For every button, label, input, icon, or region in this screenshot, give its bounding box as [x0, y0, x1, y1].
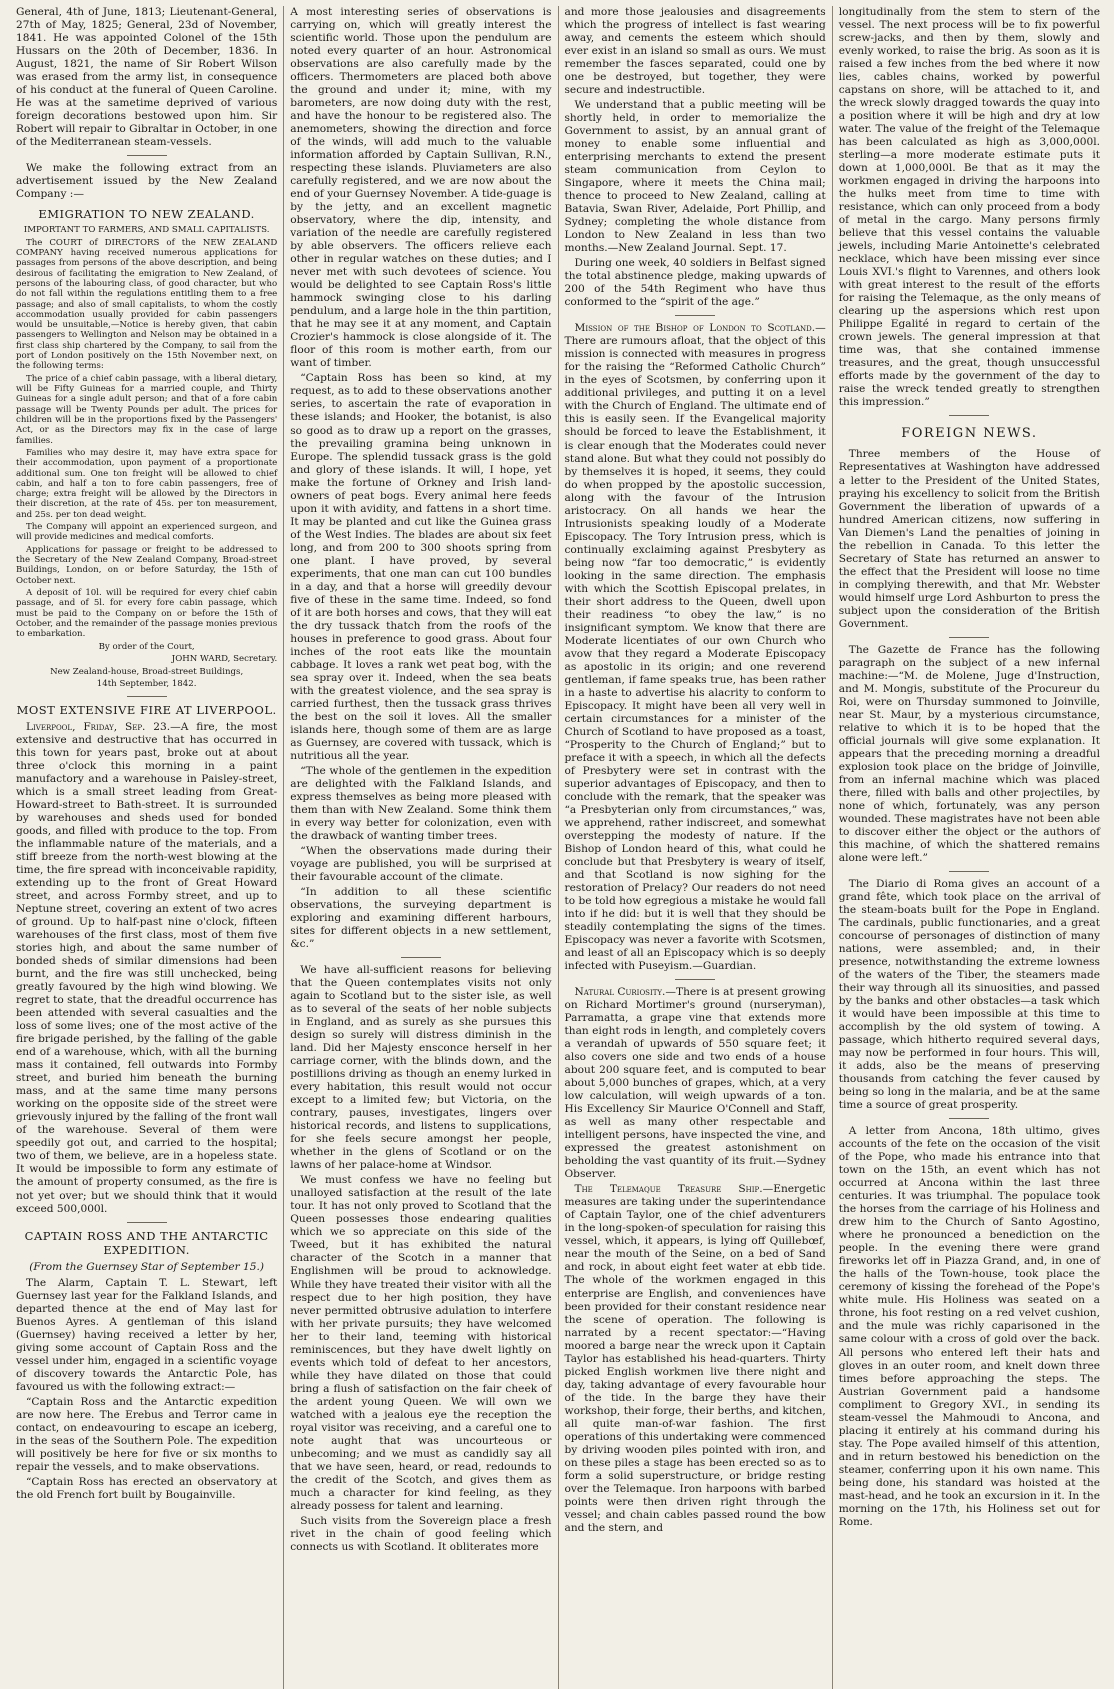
ad-paragraph: The Company will appoint an experienced surgeon, and will provide medicines and medical comforts. — [16, 522, 278, 543]
telemaque-article: The Telemaque Treasure Ship.—Energetic measures are taking under the superintendance of Captain Taylor, one of the chief adventurers in the long-spoken-of speculation for raising this vessel, which, it appears, is lying off Quillebœf, near the mouth of the Seine, on a bed of Sand and rock, in about eight feet water at ebb tide. The whole of the workmen engaged in this enterprise are English, and conveniences have been provided for their constant residence near the scene of operation. The following is narrated by a recent spectator:—“Having moored a barge near the wreck upon it Captain Taylor has established his head-quarters. Thirty picked English workmen live there night and day, taking advantage of every favourable hour of the tide. In the barge they have their workshop, their forge, their berths, and kitchen, all quite man-of-war fashion. The first operations of this undertaking were commenced by driving wooden piles pointed with iron, and on these piles a stage has been erected so as to form a solid superstructure, or bridge resting over the Telemaque. Iron harpoons with barbed points were then driven right through the vessel; and chain cables passed round the bow and the stern, and — [564, 1183, 826, 1534]
foreign-news-heading: FOREIGN NEWS. — [901, 426, 1038, 442]
article-paragraph: “The whole of the gentlemen in the expedition are delighted with the Falkland Islands, and express themselves as being more pleased with them than with New Zealand. Some think them in every way better for colonization, even with the drawback of wanting timber trees. — [290, 764, 552, 842]
ad-paragraph: The price of a chief cabin passage, with a liberal dietary, will be Fifty Guineas for a married couple, and Thirty Guineas for a single adult person; and that of a fore cabin passage will be Twenty Pounds per adult. The prices for children will be in the proportions fixed by the Passengers' Act, or as the Directors may fix in the case of large families. — [16, 373, 278, 446]
column-3 — [558, 6, 832, 1689]
divider — [127, 1222, 167, 1223]
divider — [949, 415, 989, 416]
telemaque-article-end: longitudinally from the stem to stern of the vessel. The next process will be to fix powerful screw-jacks, and then by them, slowly and evenly worked, to raise the brig. As soon as it is raised a few inches from the bed where it now lies, cables chains, worked by powerful capstans on shore, will be attached to it, and the wreck slowly dragged towards the quay into a position where it will be high and dry at low water. The value of the freight of the Telemaque has been calculated as high as 3,000,000l. sterling—a more moderate estimate puts it down at 1,000,000l. Be that as it may the workmen engaged in driving the harpoons into the hulks meet from time to time with resistance, which can only proceed from a body of metal in the cargo. Many persons firmly believe that this vessel contains the valuable jewels, including Marie Antoinette's celebrated necklace, which have been missing ever since Louis XVI.'s flight to Varennes, and others look with great interest to the result of the efforts for raising the Telemaque, as the only means of clearing up the aspersions which rest upon Philippe Egalité in regard to certain of the crown jewels. The general impression at that time was, that she contained immense treasures, and the great, though unsuccessful efforts made by the government of the day to raise the wreck tended greatly to strengthen this impression.” — [838, 6, 1100, 409]
steam-communication-article: We understand that a public meeting will be shortly held, in order to memorialize the Government to assist, by an annual grant of money to enable some influential and enterprising merchants to extend the present steam communication from Ceylon to Singapore, where it meets the China mail; thence to proceed to New Zealand, calling at Batavia, Swan River, Adelaide, Port Phillip, and Sydney; completing the whole distance from London to New Zealand in less than two months.—New Zealand Journal. Sept. 17. — [564, 99, 826, 255]
ad-signature: By order of the Court, — [98, 641, 195, 652]
queen-article: Such visits from the Sovereign place a fresh rivet in the chain of good feeling which connects us with Scotland. It obliterates more — [290, 1514, 552, 1553]
telemaque-article-title: The Telemaque Treasure Ship. — [574, 1183, 763, 1196]
antarctic-source: (From the Guernsey Star of September 15.) — [29, 1260, 265, 1273]
article-paragraph: “Captain Ross and the Antarctic expedition are now here. The Erebus and Terror came in contact, on endeavouring to escape an iceberg, in the seas of the Southern Pole. The expedition will positively be here for five or six months to repair the vessels, and to make observations. — [16, 1395, 278, 1474]
ad-date: 14th September, 1842. — [96, 679, 197, 690]
column-1 — [10, 6, 283, 1689]
column-2 — [283, 6, 557, 1689]
vine-article: Natural Curiosity.—There is at present growing on Richard Mortimer's ground (nurseryman), Parramatta, a grape vine that extends more than eight rods in length, and completely covers a verandah of upwards of 550 square feet; it also covers one side and two ends of a house about 200 square feet, and is computed to bear about 5,000 bunches of grapes, which, at a very low calculation, will weigh upwards of a ton. His Excellency Sir Maurice O'Connell and Staff, as well as many other respectable and intelligent persons, have inspected the vine, and expressed the greatest astonishment on beholding the vast quantity of its fruit.—Sydney Observer. — [564, 986, 826, 1181]
ancona-article: A letter from Ancona, 18th ultimo, gives accounts of the fete on the occasion of the visit of the Pope, who made his entrance into that town on the 15th, an event which has not occurred at Ancona within the last three centuries. It was triumphal. The populace took the horses from the carriage of his Holiness and drew him to the Church of Santo Agostino, where he pronounced a benediction on the people. In the evening there were grand fireworks let off in Piazza Grand, and, in one of the halls of the Town-house, took place the ceremony of kissing the forehead of the Pope's white mule. His Holiness was seated on a throne, his foot resting on a red velvet cushion, and the mule was richly caparisoned in the same colour with a cross of gold over the back. All persons who entered left their hats and gloves in an outer room, and knelt down three times before approaching the steps. The Austrian Government paid a handsome compliment to Gregory XVI., in sending its steam-vessel the Mahmoudi to Ancona, and placing it entirely at his command during his stay. The Pope availed himself of this attention, and in return bestowed his benediction on the steamer, conferring upon it his own name. This being done, his standard was hoisted at the mast-head, and he took an excursion in it. In the morning on the 17th, his Holiness set out for Rome. — [838, 1125, 1100, 1528]
diario-article: The Diario di Roma gives an account of a grand fête, which took place on the arrival of the steam-boats built for the Pope in England. The cardinals, public functionaries, and a great concourse of personages of distinction of many nations, were assembled; and, in their presence, notwithstanding the extreme lowness of the waters of the Tiber, the steamers made their way through all its sinuosities, and passed by the banks and other obstacles—a task which it would have been impossible at this time to accomplish by the old system of towing. A passage, which hitherto required several days, may now be performed in four hours. This will, it adds, also be the means of preserving thousands from catching the fever caused by being so long in the malaria, and be at the same time a source of great prosperity. — [838, 877, 1100, 1112]
article-paragraph: A most interesting series of observations is carrying on, which will greatly interest the scientific world. Those upon the pendulum are noted every quarter of an hour. Astronomical observations are also carefully made by the officers. Thermometers are placed both above the ground and under it; mine, with my barometers, are now doing duty with the rest, and have the honour to be registered also. The anemometers, showing the direction and force of the winds, will add much to the valuable information afforded by Captain Sullivan, R.N., respecting these islands. Pluviameters are also carefully registered, and we are now about the end of your Guernsey November. A tide-guage is by the jetty, and an excellent magnetic observatory, where the dip, intensity, and variation of the needle are carefully registered by able observers. The officers relieve each other in regular watches on these duties; and I never met with such devotees of science. You would be delighted to see Captain Ross's little hammock swinging close to his darling pendulum, and a large hole in the thin partition, that he may see it at any moment, and Captain Crozier's hammock is close alongside of it. The floor of this room is mother earth, from our want of timber. — [290, 6, 552, 370]
belfast-article: During one week, 40 soldiers in Belfast signed the total abstinence pledge, making upwards of 200 of the 54th Regiment who have thus conformed to the “spirit of the age.” — [564, 257, 826, 309]
divider — [127, 155, 167, 156]
article-paragraph: “Captain Ross has been so kind, at my request, as to add to these observations another series, to ascertain the rate of evaporation in these islands; and Hooker, the botanist, is also so good as to draw up a report on the grasses, the prevailing gramina being unknown in Europe. The splendid tussack grass is the gold and glory of these islands. It will, I hope, yet make the fortune of Orkney and Irish land-owners of peat bogs. Every animal here feeds upon it with avidity, and fattens in a short time. It may be planted and cut like the Guinea grass of the West Indies. The blades are about six feet long, and from 200 to 300 shoots spring from one plant. I have proved, by several experiments, that one man can cut 100 bundles in a day, and that a horse will greedily devour five of these in the same time. Indeed, so fond of it are both horses and cows, that they will eat the dry tussack thatch from the roofs of the houses in preference to good grass. About four inches of the root eats like the mountain cabbage. It loves a rank wet peat bog, with the sea spray over it. Indeed, when the sea beats with the greatest violence, and the sea spray is carried furthest, then the tussack grass thrives the best on the soil it loves. All the smaller islands here, though some of them are as large as Guernsey, are covered with tussack, which is nutritious all the year. — [290, 372, 552, 762]
gazette-article: The Gazette de France has the following paragraph on the subject of a new infernal machine:—“M. de Molene, Juge d'Instruction, and M. Mongis, substitute of the Procureur du Roi, were on Thursday summoned to Joinville, near St. Maur, by a mysterious circumstance, relative to which it is to be hoped that the official journals will give some explanation. It appears that the preceding morning a dreadful explosion took place on the bridge of Joinville, from an infernal machine which was placed there, filled with balls and other projectiles, by none of which, fortunately, was any person wounded. These magistrates have not been able to discover either the object or the authors of this machine, of which the shattered remains alone were left.” — [838, 643, 1100, 864]
bishop-article-title: Mission of the Bishop of London to Scotland. — [574, 322, 816, 335]
ad-address: New Zealand-house, Broad-street Buildings, — [50, 666, 244, 677]
divider — [949, 637, 989, 638]
divider — [127, 696, 167, 697]
divider — [401, 957, 441, 958]
divider — [675, 315, 715, 316]
fire-dateline: Liverpool, Friday, Sep. 23. — [26, 720, 171, 733]
fire-article: Liverpool, Friday, Sep. 23.—A fire, the most extensive and destructive that has occurred in this town for years past, broke out at about three o'clock this morning in a paint manufactory and a warehouse in Paisley-street, which is a small street leading from Great-Howard-street to Bath-street. It is surrounded by warehouses and sheds used for bonded goods, and filled with produce to the top. From the inflammable nature of the materials, and a stiff breeze from the north-west blowing at the time, the fire spread with inconceivable rapidity, extending up to the front of Great Howard street, and across Formby street, and up to Neptune street, covering an extent of two acres of ground. Up to half-past nine o'clock, fifteen warehouses of the first class, most of them five stories high, and about the same number of bonded sheds of similar dimensions had been burnt, and the fire was still unchecked, being greatly favoured by the high wind blowing. We regret to state, that the dreadful occurrence has been attended with several casualties and the loss of some lives; one of the most active of the fire brigade perished, by the falling of the gable end of a warehouse, which, with all the burning mass it contained, fell outwards into Formby street, and buried him beneath the burning mass, and at the same time many persons working on the opposite side of the street were grievously injured by the falling of the front wall of the warehouse. Several of them were speedily got out, and carried to the hospital; two of them, we believe, are in a hopeless state. It would be impossible to form any estimate of the amount of property consumed, as the fire is not yet over; but we should think that it would exceed 500,000l. — [16, 720, 278, 1215]
article-paragraph: The Alarm, Captain T. L. Stewart, left Guernsey last year for the Falkland Islands, and departed thence at the end of May last for Buenos Ayres. A gentleman of this island (Guernsey) having received a letter by her, giving some account of Captain Ross and the vessel under him, engaged in a scientific voyage of discovery towards the Antarctic Pole, has favoured us with the following extract:— — [16, 1276, 278, 1393]
queen-article: We have all-sufficient reasons for believing that the Queen contemplates visits not only again to Scotland but to the sister isle, as well as to several of the seats of her noble subjects in England, and as surely as she pursues this design so surely will distress diminish in the land. Did her Majesty ensconce herself in her carriage corner, with the blinds down, and the postillions driving as though an enemy lurked in every habitation, this result would not occur except to a limited few; but Victoria, on the contrary, pauses, investigates, lingers over historical records, and listens to supplications, for she feels secure amongst her people, whether in the glens of Scotland or on the lawns of her palace-home at Windsor. — [290, 964, 552, 1172]
ad-signature: JOHN WARD, Secretary. — [171, 654, 278, 665]
divider — [949, 1118, 989, 1119]
queen-article: We must confess we have no feeling but unalloyed satisfaction at the result of the late tour. It has not only proved to Scotland that the Queen possesses those endearing qualities which we so appreciate on this side of the Tweed, but it has exhibited the natural character of the Scotch in a manner that Englishmen will be proud to acknowledge. While they have treated their visitor with all the respect due to her high position, they have never permitted obtrusive adulation to interfere with her private pursuits; they have welcomed her to their land, teeming with historical reminiscences, but they have dwelt lightly on events which told of defeat to her ancestors, while they have dilated on those that could bring a flush of satisfaction on the fair cheek of the ardent young Queen. We will own we watched with a jealous eye the reception the royal visitor was receiving, and a careful one to note aught that was uncourteous or unbecoming; and we must as candidly say all that we have seen, heard, or read, redounds to the credit of the Scotch, and gives them as much a character for kind feeling, as they already possess for talent and learning. — [290, 1174, 552, 1512]
antarctic-heading: CAPTAIN ROSS AND THE ANTARCTIC EXPEDITION. — [24, 1228, 269, 1257]
fire-heading: MOST EXTENSIVE FIRE AT LIVERPOOL. — [16, 702, 277, 717]
washington-article: Three members of the House of Representatives at Washington have addressed a letter to the President of the United States, praying his excellency to solicit from the British Government the liberation of upwards of a hundred American citizens, now suffering in Van Diemen's Land the penalties of joining in the rebellion in Canada. To this letter the Secretary of State has returned an answer to the effect that the President will loose no time in complying therewith, and that Mr. Webster would himself urge Lord Ashburton to press the subject upon the consideration of the British Government. — [838, 448, 1100, 630]
ad-paragraph: A deposit of 10l. will be required for every chief cabin passage, and of 5l. for every fore cabin passage, which must be paid to the Company on or before the 15th of October, and the remainder of the passage monies previous to embarkation. — [16, 587, 278, 640]
article-paragraph: and more those jealousies and disagreements which the progress of intellect is fast wearing away, and cements the esteem which should ever exist in an island so small as ours. We must remember the fasces separated, could one by one be destroyed, but together, they were secure and indestructible. — [564, 6, 826, 97]
wilson-obituary-end: General, 4th of June, 1813; Lieutenant-General, 27th of May, 1825; General, 23d of November, 1841. He was appointed Colonel of the 15th Hussars on the 20th of December, 1836. In August, 1821, the name of Sir Robert Wilson was erased from the army list, in consequence of his conduct at the funeral of Queen Caroline. He was at the sametime deprived of various foreign decorations bestowed upon him. Sir Robert will repair to Gibraltar in October, in one of the Mediterranean steam-vessels. — [16, 6, 278, 149]
vine-article-title: Natural Curiosity. — [574, 986, 666, 999]
divider — [949, 871, 989, 872]
divider — [675, 979, 715, 980]
emigration-heading: EMIGRATION TO NEW ZEALAND. — [38, 207, 255, 222]
ad-paragraph: Applications for passage or freight to be addressed to the Secretary of the New Zealand Company, Broad-street Buildings, London, on or before Saturday, the 15th of October next. — [16, 544, 278, 586]
column-4 — [832, 6, 1106, 1689]
article-paragraph: “Captain Ross has erected an observatory at the old French fort built by Bougainville. — [16, 1476, 278, 1502]
ad-paragraph: Families who may desire it, may have extra space for their accommodation, upon payment of a proportionate additional sum. One ton freight will be allowed to chief cabin, and half a ton to fore cabin passengers, free of charge; extra freight will be allowed by the Directors in their discretion, at the rate of 45s. per ton measurement, and 25s. per ton dead weight. — [16, 447, 278, 520]
extract-intro: We make the following extract from an advertisement issued by the New Zealand Company :— — [16, 162, 278, 201]
emigration-subheading: IMPORTANT TO FARMERS, AND SMALL CAPITALISTS. — [23, 225, 270, 236]
article-paragraph: “When the observations made during their voyage are published, you will be surprised at their favourable account of the climate. — [290, 845, 552, 884]
ad-paragraph: The COURT of DIRECTORS of the NEW ZEALAND COMPANY having received numerous applications for passages from persons of the above description, and being desirous of facilitating the emigration to New Zealand, of persons of the labouring class, of good character, but who do not fall within the regulations entitling them to a free passage; and also of small capitalists, to whom the costly accommodation usually provided for cabin passengers would be unsuitable,—Notice is hereby given, that cabin passengers to Wellington and Nelson may be obtained in a first class ship chartered by the Company, to sail from the port of London positively on the 15th November next, on the following terms: — [16, 237, 278, 372]
bishop-article: Mission of the Bishop of London to Scotland.—There are rumours afloat, that the object of this mission is connected with measures in progress for the raising the “Reformed Catholic Church” in the eyes of Scotsmen, by conferring upon it additional privileges, and putting it on a level with the Church of England. The ultimate end of this is easily seen. If the Evangelical majority should be forced to leave the Establishment, it is clear enough that the Moderates could never stand alone. But what they could not possibly do by themselves it is hoped, it seems, they could do when propped by the apostolic succession, along with the favour of the Intrusion aristocracy. On all hands we hear the Intrusionists speaking loudly of a Moderate Episcopacy. The Tory Intrusion press, which is continually exclaiming against Presbytery as being now “far too democratic,” is evidently looking in the same direction. The emphasis with which the Scottish Episcopal prelates, in their short address to the Queen, dwell upon their readiness “to obey the law,” is no insignificant symptom. We know that there are Moderate licentiates of our own Church who avow that they regard a Moderate Episcopacy as apostolic in its origin; and one reverend gentleman, if fame speaks true, has been rather in a haste to advertise his alacrity to conform to Episcopacy. It might have been all very well in certain circumstances for a minister of the Church of Scotland to have proposed as a toast, “Prosperity to the Church of England;” but to preface it with a speech, in which all the defects of Presbytery were set in contrast with the superior advantages of Episcopacy, and then to conclude with the remark, that the speaker was “a Presbyterian only from circumstances,” was, we apprehend, rather indiscreet, and somewhat overstepping the modesty of nature. If the Bishop of London heard of this, what could he conclude but that Presbytery is weary of itself, and that Scotland is now sighing for the restoration of Prelacy? Our readers do not need to be told how egregious a mistake he would fall into if he did: but it is well that they should be steadily contemplating the signs of the times. Episcopacy was never a favorite with Scotsmen, and least of all an Episcopacy which is so deeply infected with Puseyism.—Guardian. — [564, 322, 826, 973]
article-paragraph: “In addition to all these scientific observations, the surveying department is exploring and examining different harbours, sites for different objects in a new settlement, &c.” — [290, 886, 552, 951]
